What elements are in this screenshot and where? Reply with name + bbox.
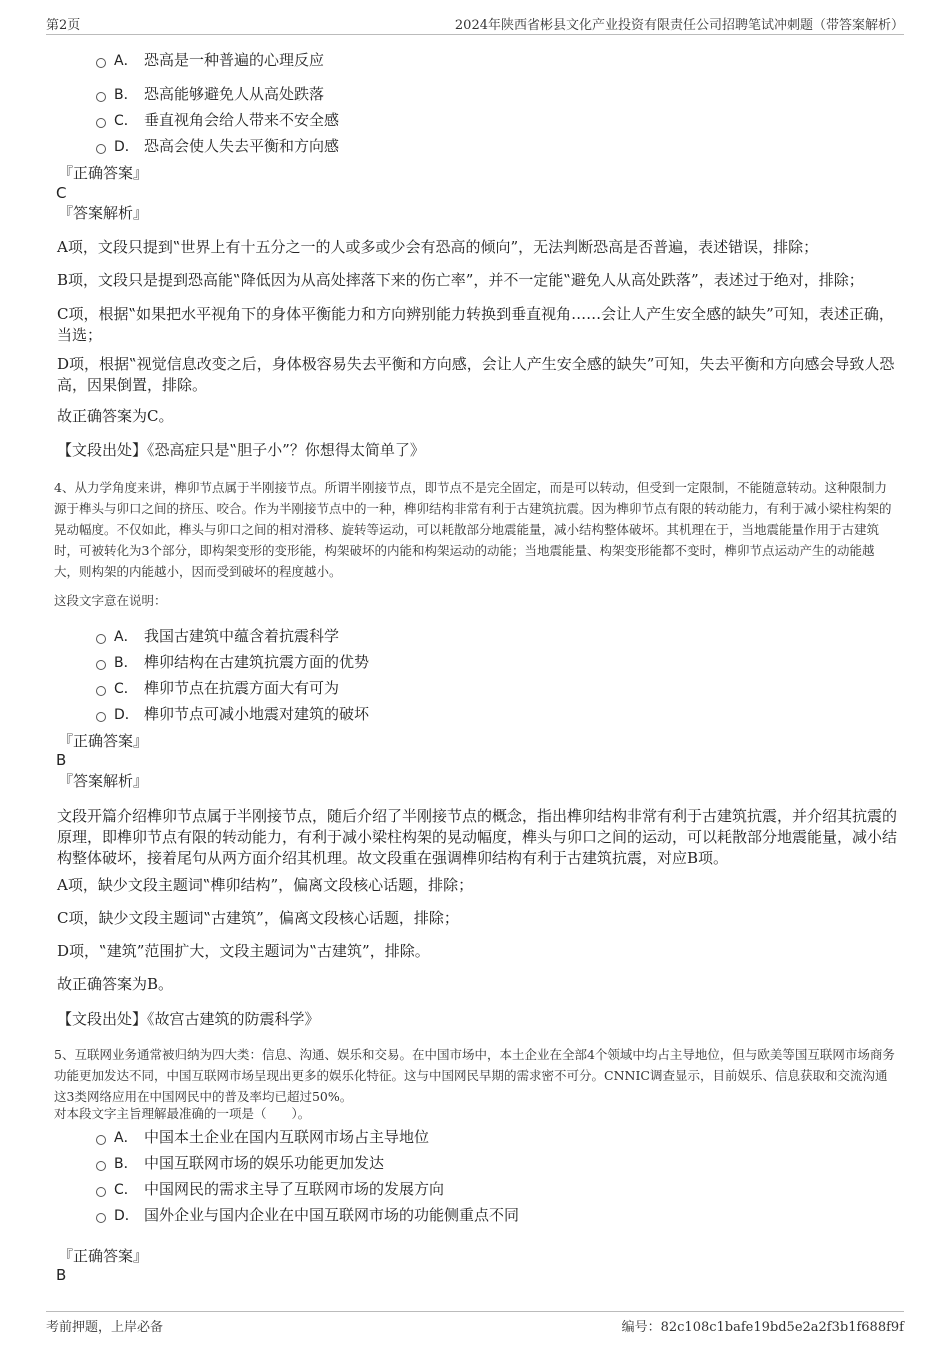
radio-icon[interactable]: [96, 144, 106, 154]
q4-stem: 4、从力学角度来讲，榫卯节点属于半刚接节点。所谓半刚接节点，即节点不是完全固定，而是可以转动，但受到一定限制，不能随意转动。这种限制力源于榫头与卯口之间的挤压、咬合。作为半刚接节点中的一种，榫卯结构非常有利于古建筑抗震。因为榫卯节点有限的转动能力，有利于减小梁柱构架的晃动幅度。不仅如此，榫头与卯口之间的相对滑移、旋转等运动，可以耗散部分地震能量，减小结构整体破坏。其机理在于，当地震能量作用于古建筑时，可被转化为3个部分，即构架变形的变形能，构架破坏的内能和构架运动的动能；当地震能量、构架变形能都不变时，榫卯节点运动产生的动能越大，则构架的内能越小，因而受到破坏的程度越小。: [54, 480, 892, 579]
q4-option-b[interactable]: B． 榫卯结构在古建筑抗震方面的优势: [96, 652, 369, 673]
q4-prompt: 这段文字意在说明：: [54, 593, 167, 608]
q5-option-a[interactable]: A． 中国本土企业在国内互联网市场占主导地位: [96, 1127, 429, 1148]
q5-option-b[interactable]: B． 中国互联网市场的娱乐功能更加发达: [96, 1153, 384, 1174]
footer-slogan: 考前押题，上岸必备: [46, 1320, 164, 1335]
radio-icon[interactable]: [96, 1161, 106, 1171]
q3-analysis-label: 『答案解析』: [58, 204, 149, 222]
q4-answer-value: B: [56, 751, 67, 769]
q4-conclusion: 故正确答案为B。: [57, 975, 174, 993]
document-id: 编号：82c108c1bafe19bd5e2a2f3b1f688f9f: [621, 1320, 904, 1335]
q4-answer-label: 『正确答案』: [58, 732, 149, 750]
radio-icon[interactable]: [96, 634, 106, 644]
q4-analysis-main: 文段开篇介绍榫卯节点属于半刚接节点，随后介绍了半刚接节点的概念，指出榫卯结构非常有利于古建筑抗震，并介绍其抗震的原理，即榫卯节点有限的转动能力，有利于减小梁柱构架的晃动幅度，榫头与卯口之间的运动，可以耗散部分地震能量，减小结构整体破坏，接着尾句从两方面介绍其机理。故文段重在强调榫卯结构有利于古建筑抗震，对应B项。: [57, 807, 898, 867]
page-number: 第2页: [46, 18, 81, 33]
q3-analysis-b: B项，文段只是提到恐高能‟降低因为从高处摔落下来的伤亡率”，并不一定能‟避免人从高处跌落”，表述过于绝对，排除；: [57, 271, 864, 289]
document-title: 2024年陕西省彬县文化产业投资有限责任公司招聘笔试冲刺题（带答案解析）: [454, 18, 904, 33]
radio-icon[interactable]: [96, 1213, 106, 1223]
q3-analysis-a: A项，文段只提到‟世界上有十五分之一的人或多或少会有恐高的倾向”，无法判断恐高是否普遍，表述错误，排除；: [57, 238, 819, 256]
q3-analysis-c: C项，根据‟如果把水平视角下的身体平衡能力和方向辨别能力转换到垂直视角……会让人产生安全感的缺失”可知，表述正确，当选；: [57, 305, 894, 344]
q3-option-c[interactable]: C． 垂直视角会给人带来不安全感: [96, 110, 339, 131]
radio-icon[interactable]: [96, 92, 106, 102]
q4-option-a[interactable]: A． 我国古建筑中蕴含着抗震科学: [96, 626, 339, 647]
q3-answer-value: C: [56, 184, 67, 202]
q5-answer-value: B: [56, 1266, 67, 1284]
radio-icon[interactable]: [96, 1135, 106, 1145]
q4-analysis-d: D项，‟建筑”范围扩大，文段主题词为‟古建筑”，排除。: [57, 942, 430, 960]
q3-analysis-d: D项，根据‟视觉信息改变之后，身体极容易失去平衡和方向感，会让人产生安全感的缺失”可知，失去平衡和方向感会导致人恐高，因果倒置，排除。: [57, 355, 895, 394]
radio-icon[interactable]: [96, 118, 106, 128]
radio-icon[interactable]: [96, 660, 106, 670]
q4-analysis-c: C项，缺少文段主题词‟古建筑”，偏离文段核心话题，排除；: [57, 909, 459, 927]
radio-icon[interactable]: [96, 58, 106, 68]
q4-analysis-a: A项，缺少文段主题词‟榫卯结构”，偏离文段核心话题，排除；: [57, 876, 474, 894]
radio-icon[interactable]: [96, 1187, 106, 1197]
q3-source: 【文段出处】《恐高症只是‟胆子小”？你想得太简单了》: [57, 441, 425, 459]
q5-answer-label: 『正确答案』: [58, 1247, 149, 1265]
page-footer: [46, 1311, 904, 1336]
q4-analysis-label: 『答案解析』: [58, 772, 149, 790]
q5-stem: 5、互联网业务通常被归纳为四大类：信息、沟通、娱乐和交易。在中国市场中，本土企业在全部4个领域中均占主导地位，但与欧美等国互联网市场商务功能更加发达不同，中国互联网市场呈现出更多的娱乐化特征。这与中国网民早期的需求密不可分。CNNIC调查显示，目前娱乐、信息获取和交流沟通这3类网络应用在中国网民中的普及率均已超过50%。: [54, 1047, 895, 1104]
q3-conclusion: 故正确答案为C。: [57, 407, 174, 425]
q3-answer-label: 『正确答案』: [58, 164, 149, 182]
q3-option-b[interactable]: B． 恐高能够避免人从高处跌落: [96, 84, 324, 105]
q5-option-d[interactable]: D． 国外企业与国内企业在中国互联网市场的功能侧重点不同: [96, 1205, 519, 1226]
page-header: [46, 14, 904, 35]
q3-option-a[interactable]: A． 恐高是一种普遍的心理反应: [96, 50, 324, 71]
radio-icon[interactable]: [96, 686, 106, 696]
radio-icon[interactable]: [96, 712, 106, 722]
q4-option-c[interactable]: C． 榫卯节点在抗震方面大有可为: [96, 678, 339, 699]
q4-option-d[interactable]: D． 榫卯节点可减小地震对建筑的破坏: [96, 704, 369, 725]
q5-option-c[interactable]: C． 中国网民的需求主导了互联网市场的发展方向: [96, 1179, 444, 1200]
q4-source: 【文段出处】《故宫古建筑的防震科学》: [57, 1010, 320, 1028]
q3-option-d[interactable]: D． 恐高会使人失去平衡和方向感: [96, 136, 339, 157]
q5-prompt: 对本段文字主旨理解最准确的一项是（ ）。: [54, 1106, 311, 1121]
